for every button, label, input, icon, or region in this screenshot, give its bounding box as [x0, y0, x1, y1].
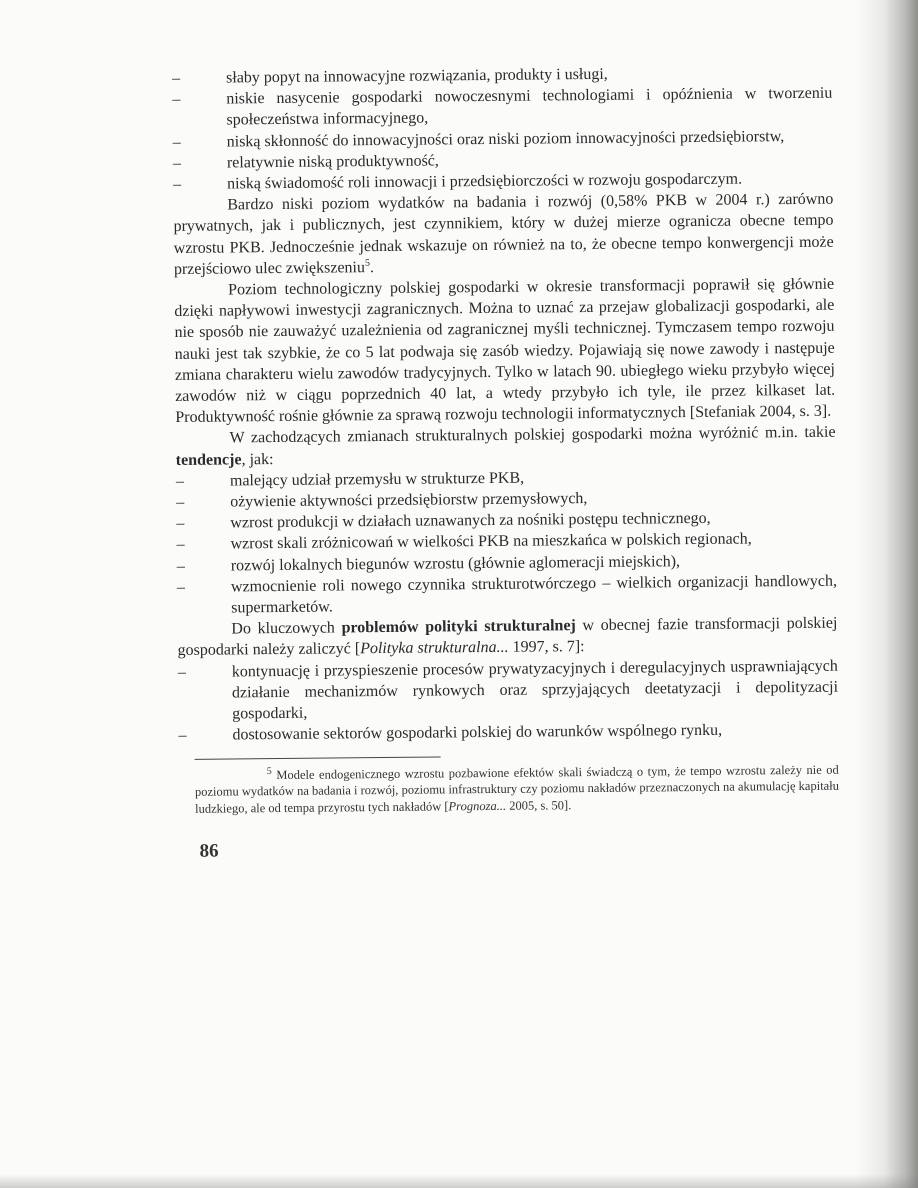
list-barriers — [172, 62, 833, 196]
paragraph-technology-level: Poziom technologiczny polskiej gospodarki w okresie transformacji poprawił się głównie dzięki napływowi inwestycji zagranicznych. Można to uznać za przejaw globalizacji gospodarki, ale nie sposób nie zauważyć uzależnienia od zagranicznej myśli technicznej. Tymczasem tempo rozwoju nauki jest tak szybkie, że co 5 lat podwaja się zasób wiedzy. Pojawiają się nowe zawody i następuje zmiana charakteru wielu zawodów tradycyjnych. Tylko w latach 90. ubiegłego wieku przybyło więcej zawodów niż w ciągu poprzednich 40 lat, a wtedy przybyło ich tyle, ile przez kilkaset lat. Produktywność rośnie głównie za sprawą rozwoju technologii informatycznych [Stefaniak 2004, s. 3]. — [174, 275, 836, 427]
list-item: – niskie nasycenie gospodarki nowoczesnymi technologiami i opóźnienia w tworzeniu społeczeństwa informacyjnego, — [172, 83, 832, 132]
list-item-text: relatywnie niską produktywność, — [226, 152, 439, 172]
list-item-text: niskie nasycenie gospodarki nowoczesnymi technologiami i opóźnienia w tworzeniu społeczeństwa informacyjnego, — [226, 84, 833, 129]
footnote: $^5$ Modele endogenicznego wzrostu pozbawione efektów skali świadczą o tym, że tempo wzrostu zależy nie od poziomu wydatków na badania i rozwój, poziomu infrastruktury czy poziomu nakładów przeznaczonych na akumulację kapitału ludzkiego, ale od tempa przyrostu tych nakładów [Prognoza... 2005, s. 50]. — [194, 762, 839, 816]
paragraph-problems-intro: Do kluczowych problemów polityki strukturalnej w obecnej fazie transformacji polskiej gospodarki należy zaliczyć [Polityka strukturalna... 1997, s. 7]: — [177, 614, 838, 660]
document-page — [172, 62, 840, 863]
list-item-text: rozwój lokalnych biegunów wzrostu (głównie aglomeracji miejskich), — [230, 552, 681, 575]
page-edge-shadow — [856, 0, 918, 1188]
list-item: – rozwój lokalnych biegunów wzrostu (głównie aglomeracji miejskich), — [177, 549, 837, 577]
list-item-text: niską skłonność do innowacyjności oraz niski poziom innowacyjności przedsiębiorstw, — [226, 127, 785, 151]
list-item-text: dostosowanie sektorów gospodarki polskiej do warunków wspólnego rynku, — [232, 722, 723, 744]
page-number: 86 — [199, 840, 219, 862]
list-item-text: kontynuację i przyspieszenie procesów prywatyzacyjnych i deregulacyjnych usprawniających działanie mechanizmów rynkowych oraz sprzyjających deetatyzacji i depolityzacji gospodarki, — [231, 657, 839, 723]
footnote-number: 5 — [266, 765, 272, 777]
footnote-divider — [195, 756, 441, 759]
list-item: – wzmocnienie roli nowego czynnika strukturotwórczego – wielkich organizacji handlowych, supermarketów. — [177, 571, 837, 620]
list-item: – niską świadomość roli innowacji i przedsiębiorczości w rozwoju gospodarczym. — [173, 168, 833, 196]
list-item-text: niską świadomość roli innowacji i przedsiębiorczości w rozwoju gospodarczym. — [227, 170, 743, 193]
page-bottom-shadow — [0, 1174, 918, 1188]
list-item-text: wzmocnienie roli nowego czynnika strukturotwórczego – wielkich organizacji handlowych, supermarketów. — [230, 572, 838, 617]
list-item-text: ożywienie aktywności przedsiębiorstw przemysłowych, — [230, 490, 588, 511]
list-item: – wzrost skali zróżnicowań w wielkości PKB na mieszkańca w polskich regionach, — [176, 528, 836, 556]
list-item-text: malejący udział przemysłu w strukturze PKB, — [229, 469, 525, 490]
list-item: – ożywienie aktywności przedsiębiorstw przemysłowych, — [176, 486, 836, 514]
list-item: – dostosowanie sektorów gospodarki polskiej do warunków wspólnego rynku, — [178, 719, 838, 747]
list-tendencies — [176, 465, 837, 620]
citation-title: Polityka strukturalna... — [360, 639, 509, 658]
paragraph-tendencies-intro: W zachodzących zmianach strukturalnych polskiej gospodarki można wyróżnić m.in. takie tendencje, jak: — [175, 424, 836, 469]
footnote-ref: 5 — [364, 257, 370, 269]
list-item: – kontynuację i przyspieszenie procesów prywatyzacyjnych i deregulacyjnych usprawniających działanie mechanizmów rynkowych oraz sprzyjających deetatyzacji i depolityzacji gospodarki, — [178, 655, 839, 725]
list-item-text: wzrost produkcji w działach uznawanych za nośniki postępu technicznego, — [230, 510, 711, 532]
list-item: – malejący udział przemysłu w strukturze PKB, — [176, 465, 836, 493]
list-problems — [178, 655, 839, 746]
list-item-text: słaby popyt na innowacyjne rozwiązania, produkty i usługi, — [226, 65, 608, 87]
list-item: – relatywnie niską produktywność, — [173, 146, 833, 174]
list-item: – niską skłonność do innowacyjności oraz niski poziom innowacyjności przedsiębiorstw, — [173, 125, 833, 153]
paragraph-rd-spending: Bardzo niski poziom wydatków na badania i rozwój (0,58% PKB w 2004 r.) zarówno prywatnych, jak i publicznych, jest czynnikiem, który w dużej mierze ogranicza obecne tempo wzrostu PKB. Jednocześnie jednak wskazuje on również na to, że obecne tempo konwergencji może przejściowo ulec zwiększeniu$^5$. — [173, 190, 834, 278]
list-item: – słaby popyt na innowacyjne rozwiązania, produkty i usługi, — [172, 62, 832, 90]
list-item: – wzrost produkcji w działach uznawanych za nośniki postępu technicznego, — [176, 507, 836, 535]
list-item-text: wzrost skali zróżnicowań w wielkości PKB na mieszkańca w polskich regionach, — [230, 530, 752, 553]
